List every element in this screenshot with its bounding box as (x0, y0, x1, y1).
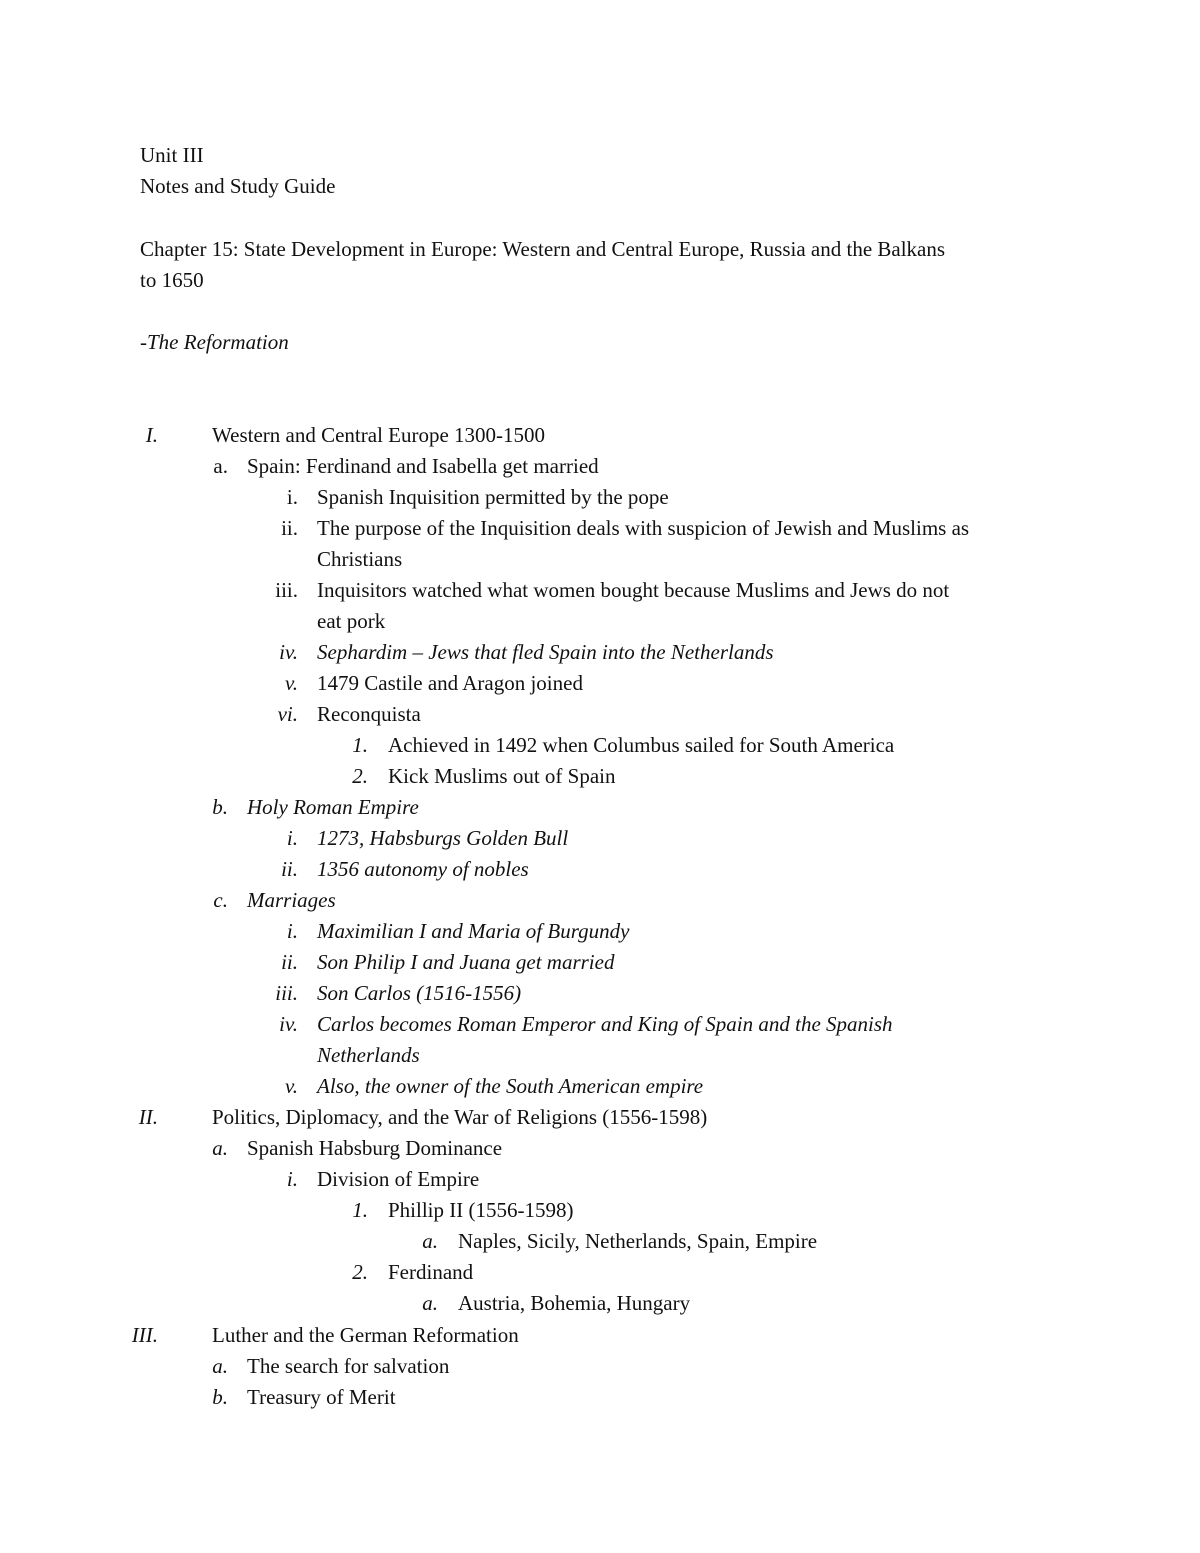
outline-item: Holy Roman Empire (247, 795, 419, 819)
outline-marker: II. (138, 1105, 158, 1129)
outline-item: Spanish Inquisition permitted by the pope (317, 485, 669, 509)
outline-marker: a. (422, 1291, 438, 1315)
outline-item: Spanish Habsburg Dominance (247, 1136, 503, 1160)
subtitle: Notes and Study Guide (140, 174, 336, 198)
outline-item: Division of Empire (317, 1167, 480, 1191)
outline-marker: a. (213, 454, 228, 478)
outline-item: Maximilian I and Maria of Burgundy (317, 919, 630, 943)
outline-item: The search for salvation (247, 1354, 450, 1378)
outline-marker: III. (131, 1323, 158, 1347)
outline-marker: a. (422, 1229, 438, 1253)
outline-marker: iv. (279, 640, 298, 664)
outline-marker: v. (284, 1074, 298, 1098)
outline-item: Also, the owner of the South American empire (317, 1074, 704, 1098)
outline-item-continued: eat pork (317, 609, 386, 633)
outline-marker: I. (145, 423, 158, 447)
outline-item: 1356 autonomy of nobles (317, 857, 529, 881)
outline-item: Austria, Bohemia, Hungary (458, 1291, 691, 1315)
outline-item: 1479 Castile and Aragon joined (317, 671, 583, 695)
outline-item: Politics, Diplomacy, and the War of Religions (1556-1598) (212, 1105, 708, 1129)
outline-item: Son Carlos (1516-1556) (317, 981, 522, 1005)
outline-marker: iv. (279, 1012, 298, 1036)
outline-marker: i. (286, 485, 298, 509)
outline-item: Western and Central Europe 1300-1500 (212, 423, 546, 447)
unit-title: Unit III (140, 143, 204, 167)
chapter-heading-line-1: Chapter 15: State Development in Europe: Western and Central Europe, Russia and the Balkans (140, 237, 946, 261)
outline-marker: ii. (281, 516, 298, 540)
outline-marker: i. (286, 919, 298, 943)
outline-marker: 2. (352, 764, 368, 788)
outline-marker: ii. (281, 950, 298, 974)
outline-marker: iii. (275, 578, 298, 602)
outline-item: Reconquista (317, 702, 421, 726)
outline-item: Spain: Ferdinand and Isabella get married (247, 454, 599, 478)
outline-marker: i. (286, 826, 298, 850)
chapter-heading-line-2: to 1650 (140, 268, 204, 292)
outline-marker: 1. (352, 733, 368, 757)
outline-item: Carlos becomes Roman Emperor and King of Spain and the Spanish (317, 1012, 893, 1036)
outline-item: Inquisitors watched what women bought because Muslims and Jews do not (317, 578, 950, 602)
outline-marker: a. (212, 1136, 228, 1160)
outline-item: Naples, Sicily, Netherlands, Spain, Empire (458, 1229, 818, 1253)
outline-item: The purpose of the Inquisition deals with suspicion of Jewish and Muslims as (317, 516, 970, 540)
outline-marker: ii. (281, 857, 298, 881)
topic-heading: -The Reformation (140, 330, 289, 354)
outline-marker: 2. (352, 1260, 368, 1284)
outline-item: Sephardim – Jews that fled Spain into the Netherlands (317, 640, 774, 664)
outline-marker: c. (213, 888, 228, 912)
outline-item-continued: Christians (317, 547, 403, 571)
outline-marker: vi. (277, 702, 298, 726)
outline-item: Treasury of Merit (247, 1385, 396, 1409)
outline-marker: b. (212, 1385, 228, 1409)
outline-item: Phillip II (1556-1598) (388, 1198, 574, 1222)
outline-marker: 1. (352, 1198, 368, 1222)
outline-item: Luther and the German Reformation (212, 1323, 519, 1347)
outline-marker: i. (286, 1167, 298, 1191)
outline-item: 1273, Habsburgs Golden Bull (317, 826, 569, 850)
outline-marker: a. (212, 1354, 228, 1378)
outline-item-continued: Netherlands (317, 1043, 420, 1067)
outline-item: Kick Muslims out of Spain (388, 764, 616, 788)
outline-marker: b. (212, 795, 228, 819)
outline-item: Son Philip I and Juana get married (317, 950, 615, 974)
outline-marker: iii. (275, 981, 298, 1005)
outline-item: Ferdinand (388, 1260, 474, 1284)
outline-item: Achieved in 1492 when Columbus sailed for South America (388, 733, 895, 757)
outline-marker: v. (284, 671, 298, 695)
outline-item: Marriages (247, 888, 336, 912)
